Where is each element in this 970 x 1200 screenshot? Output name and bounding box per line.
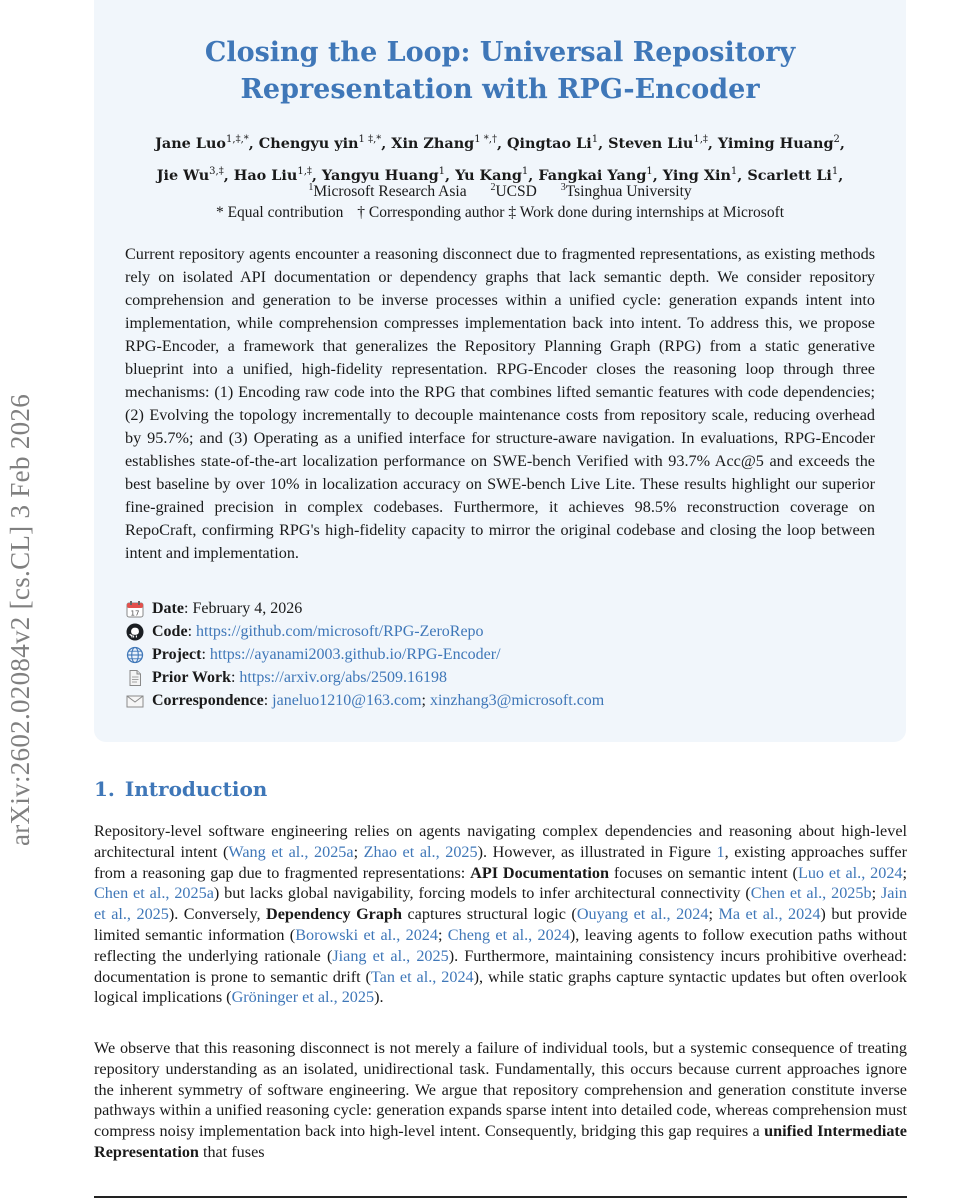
citation[interactable]: Chen et al., 2025a bbox=[94, 884, 214, 903]
correspondence-row: Correspondence : janeluo1210@163.com ; xinzhang3@microsoft.com bbox=[125, 689, 885, 712]
citation[interactable]: Wang et al., 2025a bbox=[228, 842, 354, 861]
project-link[interactable]: https://ayanami2003.github.io/RPG-Encoder/ bbox=[209, 646, 501, 663]
calendar-icon bbox=[125, 600, 145, 618]
paper-title bbox=[94, 34, 906, 108]
section-heading-introduction bbox=[94, 776, 594, 802]
project-label: Project bbox=[152, 646, 202, 663]
corresponding-author-note: † Corresponding author bbox=[357, 204, 505, 221]
api-documentation-term: API Documentation bbox=[470, 863, 610, 882]
citation[interactable]: Jain et al., 2025 bbox=[94, 884, 908, 924]
figure-reference[interactable]: 1 bbox=[716, 842, 725, 861]
citation[interactable]: Zhao et al., 2025 bbox=[363, 842, 478, 861]
date-row: 17 Date : February 4, 2026 bbox=[125, 597, 885, 620]
email-link-1[interactable]: janeluo1210@163.com bbox=[272, 692, 422, 709]
section-title: Introduction bbox=[124, 777, 268, 801]
citation[interactable]: Jiang et al., 2025 bbox=[332, 946, 449, 965]
author-line-1: Jane Luo$^{1,\ddagger,*}$, Chengyu yin$^{1 \ddagger,*}$, Xin Zhang$^{1 *,\dagger}$, Qingtao Li$^1$, Steven Liu$^{1,\ddagger}$, Yiming Huang$^2$, bbox=[155, 134, 845, 152]
equal-contribution-note: * Equal contribution bbox=[215, 204, 344, 221]
author-notes bbox=[94, 201, 906, 225]
author: Qingtao Li$^1$ bbox=[506, 134, 599, 152]
globe-icon bbox=[125, 646, 145, 664]
document-icon bbox=[125, 669, 145, 687]
author: Yangyu Huang$^1$ bbox=[321, 165, 446, 184]
author-line-2: Jie $Wu^{3,\ddagger}$, Hao Liu$^{1,\ddagger}$, Yangyu Huang$^1$, Yu Kang$^1$, Fangkai Yang$^1$, Ying Xin$^1$, Scarlett Li$^1$, bbox=[156, 165, 844, 184]
intro-paragraph-2: We observe that this reasoning disconnect is not merely a failure of individual tools, but a systemic consequence of treating repository understanding as an isolated, unidirectional task. Fundamentally, this occurs because current approaches ignore the inherent symmetry of software engineering. We argue that repository comprehension and generation constitute inverse pathways within a unified reasoning cycle: generation expands sparse intent into detailed code, whereas comprehension must compress noisy implementation back into high-level intent. Consequently, bridging this gap requires a unified Intermediate Representation that fuses bbox=[94, 1039, 907, 1161]
citation[interactable]: Ouyang et al., 2024 bbox=[576, 905, 709, 924]
author: Jie $Wu^{3,\ddagger}$ bbox=[156, 165, 224, 184]
citation[interactable]: Borowski et al., 2024 bbox=[295, 925, 438, 944]
author: Yu Kang$^1$ bbox=[455, 165, 529, 184]
citation[interactable]: Gröninger et al., 2025 bbox=[231, 988, 375, 1007]
section-number: 1. bbox=[94, 777, 115, 801]
code-row: Code : https://github.com/microsoft/RPG-ZeroRepo bbox=[125, 620, 885, 643]
email-link-2[interactable]: xinzhang3@microsoft.com bbox=[429, 692, 605, 709]
abstract: Current repository agents encounter a reasoning disconnect due to fragmented representations, as existing methods rely on isolated API documentation or dependency graphs that lack semantic depth. We consider repository comprehension and generation to be inverse processes within a unified cycle: generation expands intent into implementation, while comprehension compresses implementation back into intent. To address this, we propose RPG-Encoder, a framework that generalizes the Repository Planning Graph (RPG) from a static generative blueprint into a unified, high-fidelity representation. RPG-Encoder closes the reasoning loop through three mechanisms: (1) Encoding raw code into the RPG that combines lifted semantic features with code dependencies; (2) Evolving the topology incrementally to decouple maintenance costs from repository scale, reducing overhead by 95.7%; and (3) Operating as a unified interface for structure-aware navigation. In evaluations, RPG-Encoder establishes state-of-the-art localization performance on SWE-bench Verified with 93.7% Acc@5 and exceeds the best baseline by over 10% in localization accuracy on SWE-bench Live Lite. These results highlight our superior fine-grained precision in complex codebases. Furthermore, it achieves 98.5% reconstruction coverage on RepoCraft, confirming RPG's high-fidelity capacity to mirror the original codebase and closing the loop between intent and implementation. bbox=[125, 245, 875, 562]
github-icon bbox=[125, 623, 145, 641]
citation[interactable]: Luo et al., 2024 bbox=[797, 863, 903, 882]
author: Xin Zhang$^{1 *,\dagger}$ bbox=[391, 134, 497, 152]
prior-work-label: Prior Work bbox=[152, 669, 231, 686]
author: Chengyu yin$^{1 \ddagger,*}$ bbox=[258, 134, 382, 152]
prior-work-link[interactable]: https://arxiv.org/abs/2509.16198 bbox=[239, 669, 447, 686]
title-line-1: Closing the Loop: Universal Repository bbox=[204, 37, 796, 68]
author: Yiming Huang$^2$ bbox=[717, 134, 840, 152]
project-row: Project : https://ayanami2003.github.io/RPG-Encoder/ bbox=[125, 643, 885, 666]
author: Scarlett Li$^1$ bbox=[747, 165, 839, 184]
paper-metadata bbox=[125, 597, 885, 712]
date-label: Date bbox=[152, 600, 184, 617]
intermediate-representation-term: unified Intermediate Representation bbox=[94, 1122, 907, 1161]
author: Steven Liu$^{1,\ddagger}$ bbox=[608, 134, 708, 152]
code-link[interactable]: https://github.com/microsoft/RPG-ZeroRepo bbox=[196, 623, 484, 640]
affiliation: $^3$Tsinghua University bbox=[560, 182, 692, 201]
citation[interactable]: Ma et al., 2024 bbox=[718, 905, 821, 924]
author: Fangkai Yang$^1$ bbox=[538, 165, 653, 184]
svg-text:17: 17 bbox=[130, 609, 140, 617]
author: Jane Luo$^{1,\ddagger,*}$ bbox=[155, 134, 249, 152]
internship-note: ‡ Work done during internships at Microsoft bbox=[508, 204, 785, 221]
correspondence-label: Correspondence bbox=[152, 692, 264, 709]
affiliation: $^1$Microsoft Research Asia bbox=[308, 182, 467, 201]
citation[interactable]: Chen et al., 2025b bbox=[750, 884, 872, 903]
arxiv-identifier: arXiv:2602.02084v2 [cs.CL] 3 Feb 2026 bbox=[5, 393, 35, 847]
footnote-rule bbox=[94, 1196, 907, 1198]
envelope-icon bbox=[125, 692, 145, 710]
dependency-graph-term: Dependency Graph bbox=[266, 905, 402, 924]
title-line-2: Representation with RPG-Encoder bbox=[240, 74, 760, 105]
intro-paragraph-1: Repository-level software engineering relies on agents navigating complex dependencies and reasoning about high-level architectural intent (Wang et al., 2025a; Zhao et al., 2025). However, as illustrated in Figure 1, existing approaches suffer from a reasoning gap due to fragmented representations: API Documentation focuses on semantic intent (Luo et al., 2024; Chen et al., 2025a) but lacks global navigability, forcing models to infer architectural connectivity (Chen et al., 2025b; Jain et al., 2025). Conversely, Dependency Graph captures structural logic (Ouyang et al., 2024; Ma et al., 2024) but provide limited semantic information (Borowski et al., 2024; Cheng et al., 2024), leaving agents to follow execution paths without reflecting the underlying rationale (Jiang et al., 2025). Furthermore, maintaining consistency incurs prohibitive overhead: documentation is prone to semantic drift (Tan et al., 2024), while static graphs capture syntactic updates but often overlook logical implications (Gröninger et al., 2025). bbox=[94, 822, 908, 1007]
citation[interactable]: Tan et al., 2024 bbox=[370, 967, 474, 986]
prior-work-row: Prior Work : https://arxiv.org/abs/2509.16198 bbox=[125, 666, 885, 689]
date-value: February 4, 2026 bbox=[192, 600, 303, 617]
author: Hao Liu$^{1,\ddagger}$ bbox=[233, 165, 312, 184]
affiliations bbox=[94, 176, 906, 204]
code-label: Code bbox=[152, 623, 188, 640]
affiliation: $^2$UCSD bbox=[490, 182, 537, 201]
author: Ying Xin$^1$ bbox=[662, 165, 738, 184]
citation[interactable]: Cheng et al., 2024 bbox=[447, 925, 570, 944]
